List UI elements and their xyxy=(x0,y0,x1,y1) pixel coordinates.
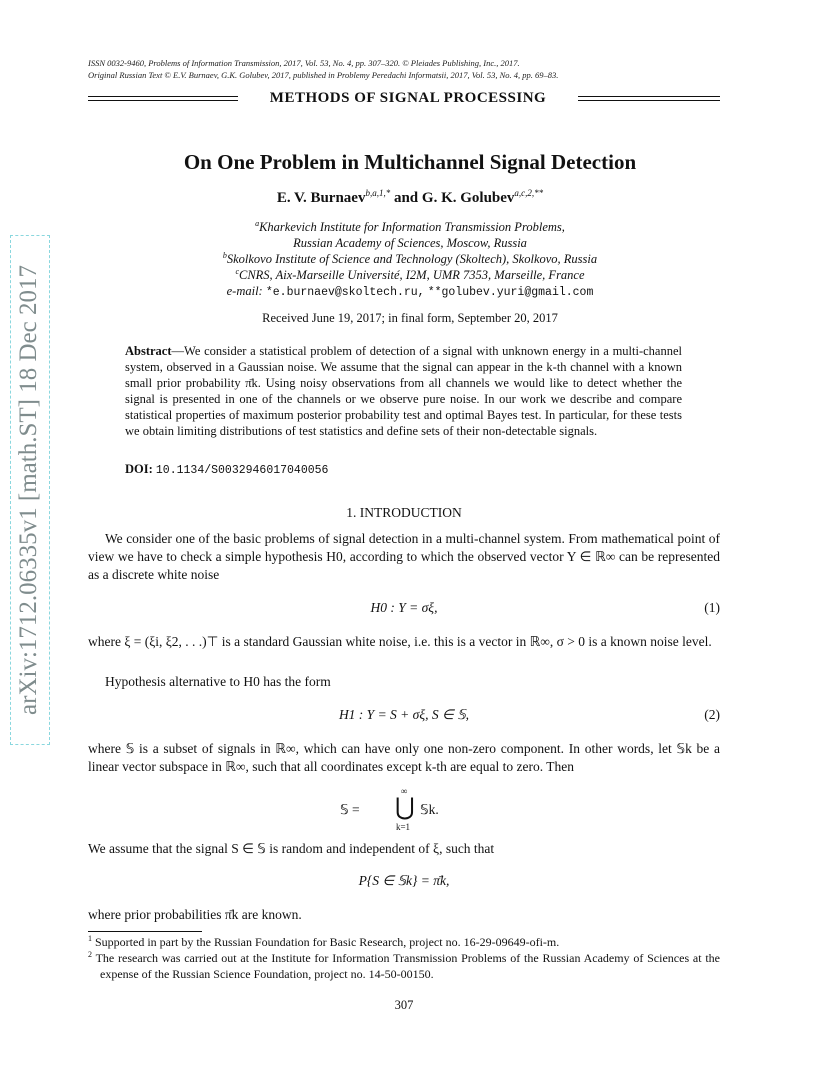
footnote-1 xyxy=(88,935,720,951)
affiliation-b xyxy=(60,251,760,267)
author-line xyxy=(60,190,760,207)
email-line xyxy=(60,283,760,301)
equation-3-right: 𝕊k. xyxy=(420,802,439,817)
equation-2-formula: H1 : Y = S + σξ, S ∈ 𝕊, xyxy=(338,707,470,722)
equation-4-formula: P{S ∈ 𝕊k} = π̄k, xyxy=(358,873,450,888)
equation-3 xyxy=(340,786,500,834)
author-2-affil: a,c,2,** xyxy=(514,188,544,198)
footnote-1-mark: 1 xyxy=(88,934,92,943)
email-2[interactable]: **golubev.yuri@gmail.com xyxy=(427,286,594,299)
affiliation-a xyxy=(60,219,760,235)
doi-link[interactable]: 10.1134/S0032946017040056 xyxy=(155,464,329,477)
affiliation-b-line: Skolkovo Institute of Science and Technology (Skoltech), Skolkovo, Russia xyxy=(226,252,598,266)
footnote-2 xyxy=(88,951,720,982)
equation-3-lower-limit: k=1 xyxy=(395,822,411,832)
affiliation-c-label: c xyxy=(235,266,239,276)
equation-2 xyxy=(88,707,720,727)
header-line-1: ISSN 0032-9460, Problems of Information Transmission, 2017, Vol. 53, No. 4, pp. 307–320. © Pleiades Publishing, Inc., 2017. xyxy=(88,58,520,68)
abstract-text: —We consider a statistical problem of detection of a signal with unknown energy in a multi-channel system, observed in a Gaussian noise. We assume that the signal can appear in the k-th channel with a known small prior probability π̄k. Using noisy observations from all channels we would like to detect whether the signal is presented in one of the channels or we observe pure noise. In our work we describe and compare statistical properties of maximum posterior probability test and optimal Bayes test. In particular, for these tests we obtain limiting distributions of test statistics and define sets of their non-detectable signals. xyxy=(125,344,682,438)
journal-header xyxy=(88,57,748,81)
section-heading-introduction: 1. INTRODUCTION xyxy=(346,505,462,520)
paper-title: On One Problem in Multichannel Signal Detection xyxy=(183,150,637,174)
email-1[interactable]: *e.burnaev@skoltech.ru, xyxy=(265,286,425,299)
equation-1 xyxy=(88,600,720,620)
equation-3-upper-limit: ∞ xyxy=(400,786,408,796)
affiliation-a-line1: Kharkevich Institute for Information Transmission Problems, xyxy=(259,220,565,234)
email-label: e-mail: xyxy=(226,284,263,298)
paragraph-3: Hypothesis alternative to H0 has the form xyxy=(105,674,331,689)
equation-2-number: (2) xyxy=(704,707,720,722)
affiliation-a-2: Russian Academy of Sciences, Moscow, Russia xyxy=(293,236,527,250)
footnote-1-text: Supported in part by the Russian Foundation for Basic Research, project no. 16-29-09649-ofi-m. xyxy=(95,935,560,949)
footnote-2-text: The research was carried out at the Institute for Information Transmission Problems of the Russian Academy of Sciences at the expense of the Russian Science Foundation, project no. 14-50-00150. xyxy=(95,951,720,981)
author-1: E. V. Burnaev xyxy=(276,190,366,206)
paragraph-2: where ξ = (ξi, ξ2, . . .)⊤ is a standard Gaussian white noise, i.e. this is a vector in ℝ∞, σ > 0 is a known noise level. xyxy=(88,634,712,649)
paragraph-1: We consider one of the basic problems of signal detection in a multi-channel system. From mathematical point of view we have to check a simple hypothesis H0, according to which the observed vector Y ∈ ℝ∞ can be represented as a discrete white noise xyxy=(88,531,720,582)
author-and: and xyxy=(393,190,419,206)
equation-3-left: 𝕊 = xyxy=(340,802,360,817)
paragraph-4: where 𝕊 is a subset of signals in ℝ∞, which can have only one non-zero component. In other words, let 𝕊k be a linear vector subspace in ℝ∞, such that all coordinates except k-th are equal to zero. Then xyxy=(88,741,720,774)
affiliation-a-label: a xyxy=(255,218,260,228)
section-band xyxy=(88,90,720,110)
footnote-rule xyxy=(88,931,202,932)
abstract-label: Abstract xyxy=(125,344,172,358)
paragraph-6: where prior probabilities π̄k are known. xyxy=(88,907,302,922)
affiliation-c-line: CNRS, Aix-Marseille Université, I2M, UMR 7353, Marseille, France xyxy=(239,268,585,282)
page-number: 307 xyxy=(394,998,414,1012)
paragraph-5: We assume that the signal S ∈ 𝕊 is random and independent of ξ, such that xyxy=(88,841,495,856)
equation-4 xyxy=(88,873,720,893)
received-dates: Received June 19, 2017; in final form, September 20, 2017 xyxy=(262,311,558,325)
section-band-title: METHODS OF SIGNAL PROCESSING xyxy=(238,90,578,107)
author-1-affil: b,a,1,* xyxy=(365,188,391,198)
equation-3-union: ⋃ xyxy=(395,795,415,821)
footnote-2-mark: 2 xyxy=(88,950,92,959)
header-line-2: Original Russian Text © E.V. Burnaev, G.K. Golubev, 2017, published in Problemy Peredachi Informatsii, 2017, Vol. 53, No. 4, pp. 69–83. xyxy=(88,70,559,80)
affiliation-c xyxy=(60,267,760,283)
abstract xyxy=(125,343,682,439)
equation-1-number: (1) xyxy=(704,600,720,615)
arxiv-stamp: arXiv:1712.06335v1 [math.ST] 18 Dec 2017 xyxy=(10,235,50,745)
affiliation-b-label: b xyxy=(222,250,227,260)
doi xyxy=(125,462,685,477)
doi-label: DOI: xyxy=(125,462,153,476)
equation-1-formula: H0 : Y = σξ, xyxy=(370,600,438,615)
author-2: G. K. Golubev xyxy=(421,190,515,206)
